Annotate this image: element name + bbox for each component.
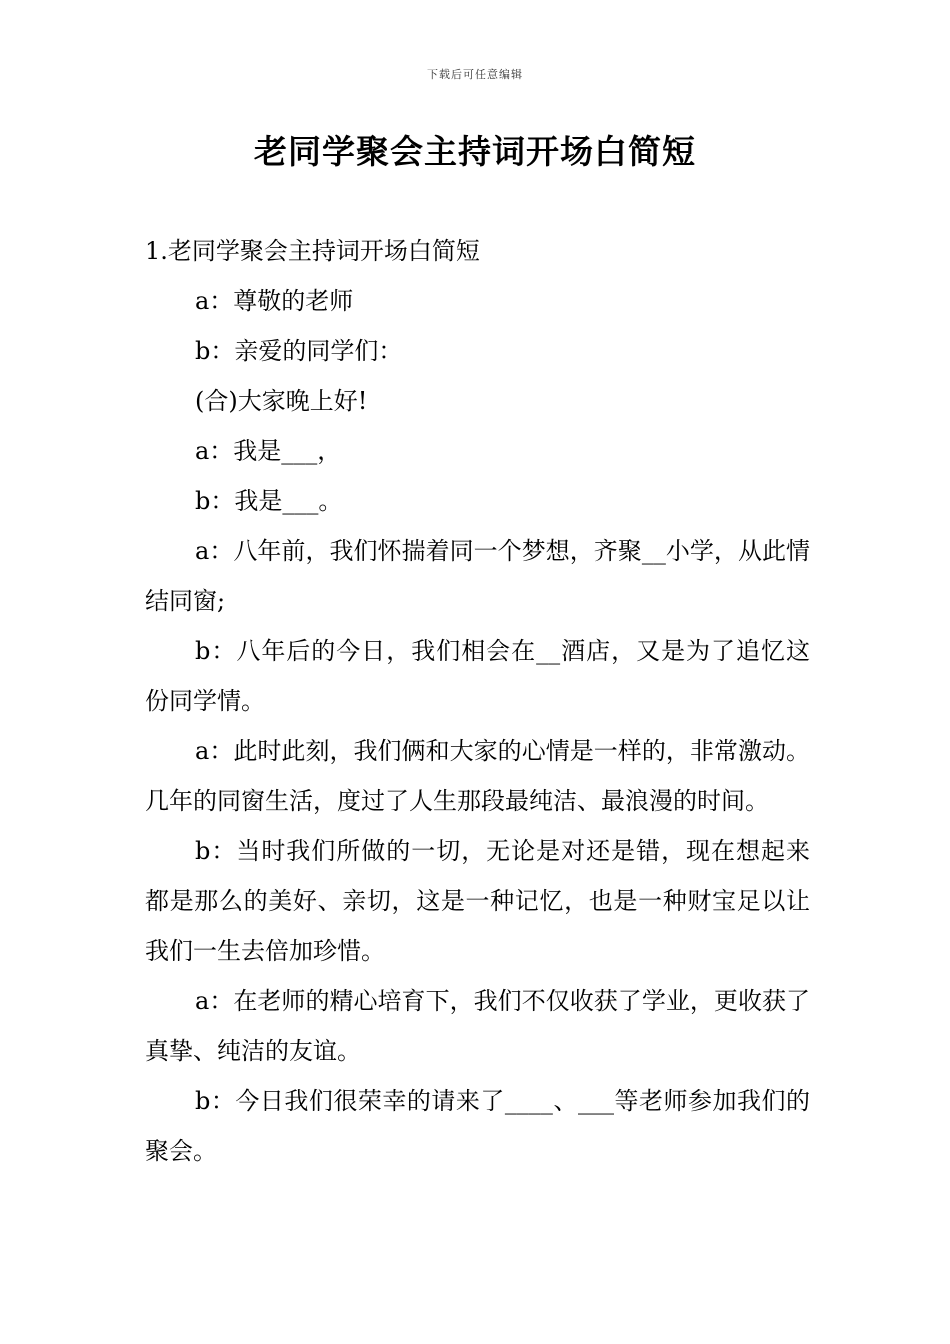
- paragraph: b：我是___。: [195, 487, 343, 515]
- document-body: [145, 226, 810, 1176]
- paragraph: b：今日我们很荣幸的请来了____、___等老师参加我们的聚会。: [145, 1087, 810, 1165]
- paragraph: (合)大家晚上好!: [195, 387, 368, 415]
- paragraph: a：我是___，: [195, 437, 342, 465]
- paragraph: a：在老师的精心培育下，我们不仅收获了学业，更收获了真挚、纯洁的友谊。: [145, 987, 810, 1065]
- section-heading: 1.老同学聚会主持词开场白简短: [145, 237, 480, 265]
- document-title: 老同学聚会主持词开场白简短: [254, 132, 696, 171]
- paragraph: b：八年后的今日，我们相会在__酒店，又是为了追忆这份同学情。: [145, 637, 810, 715]
- paragraph: b：亲爱的同学们：: [195, 337, 403, 365]
- paragraph: a：此时此刻，我们俩和大家的心情是一样的，非常激动。几年的同窗生活，度过了人生那段最纯洁、最浪漫的时间。: [145, 737, 810, 815]
- paragraph: a：八年前，我们怀揣着同一个梦想，齐聚__小学，从此情结同窗;: [145, 537, 810, 615]
- paragraph: b：当时我们所做的一切，无论是对还是错，现在想起来都是那么的美好、亲切，这是一种记忆，也是一种财宝足以让我们一生去倍加珍惜。: [145, 837, 810, 965]
- header-note: 下载后可任意编辑: [427, 68, 523, 81]
- paragraph: a：尊敬的老师: [195, 287, 354, 315]
